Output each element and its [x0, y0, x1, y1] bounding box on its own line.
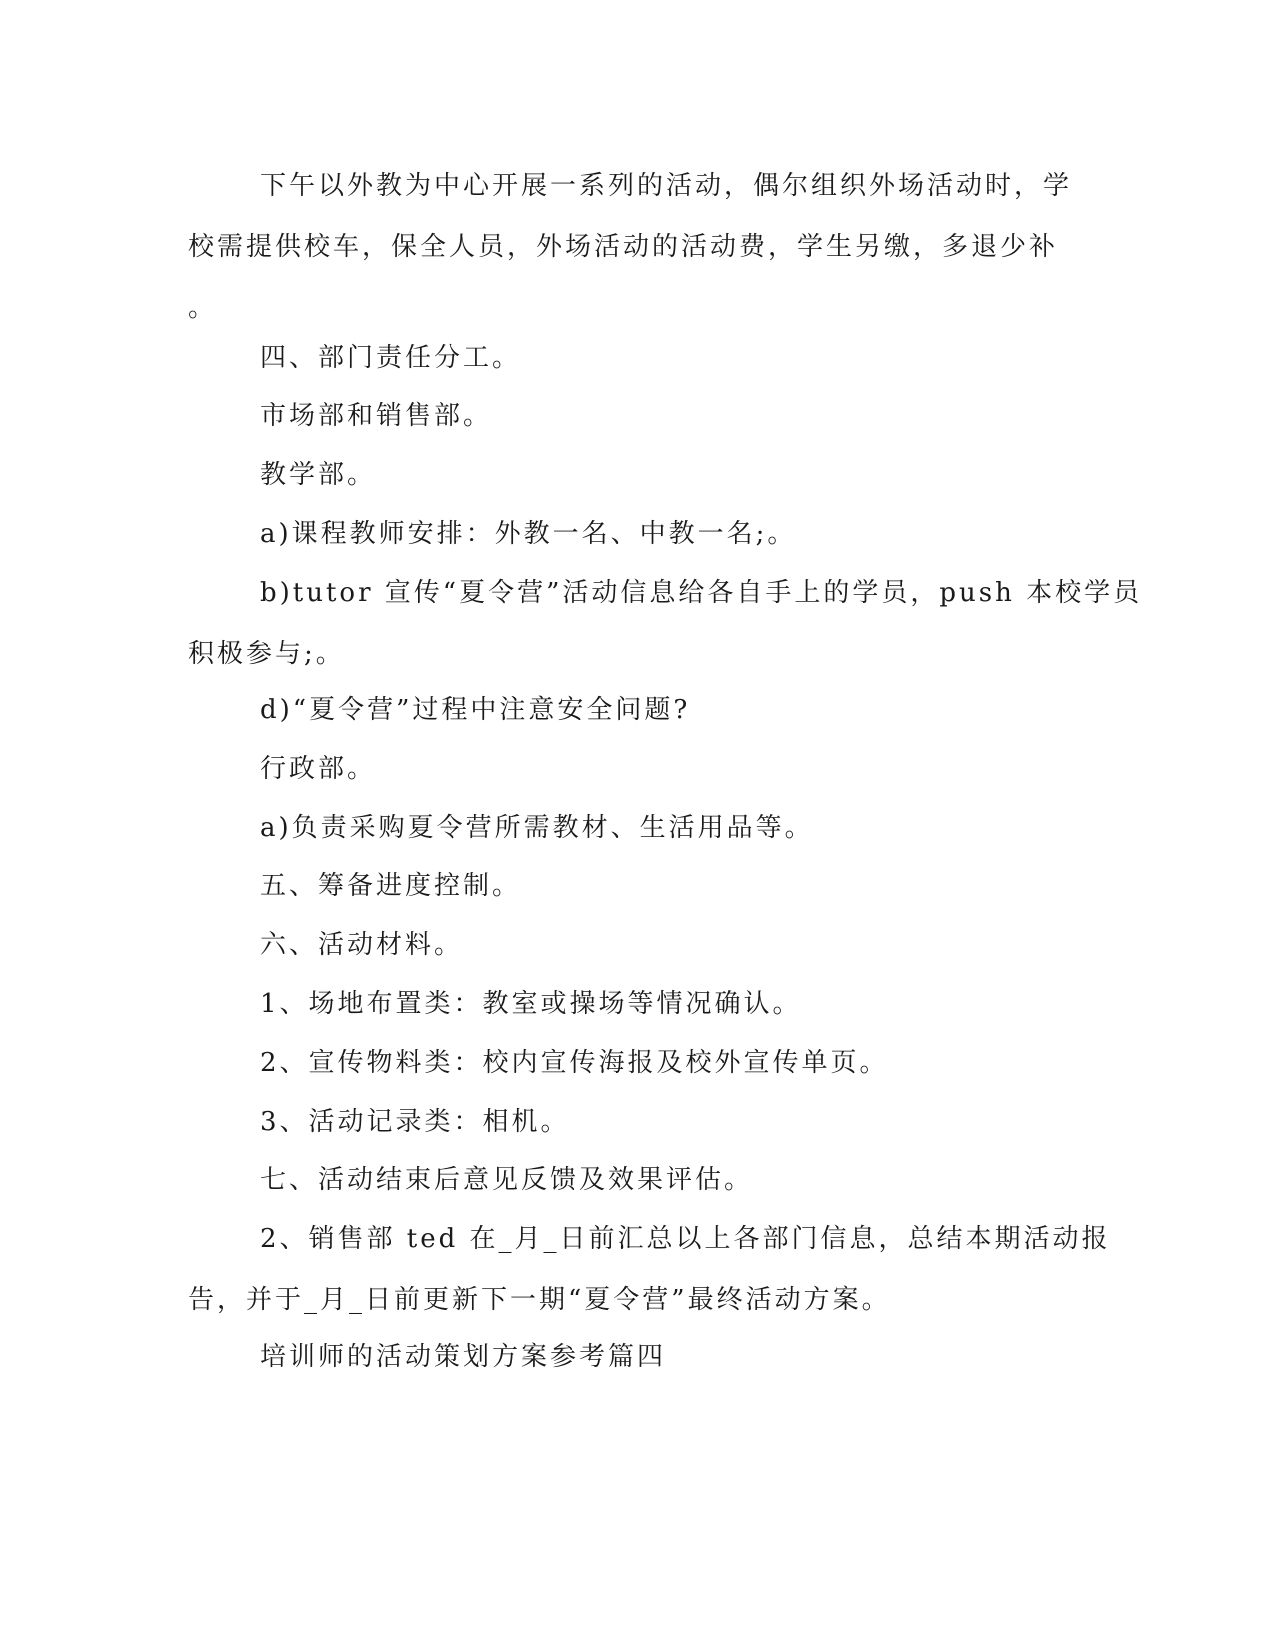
paragraph-promo-materials [188, 1033, 1078, 1094]
text-line: a)负责采购夏令营所需教材、生活用品等。 [260, 813, 814, 843]
text-line: 告，并于_月_日前更新下一期“夏令营”最终活动方案。 [188, 1285, 891, 1315]
heading-section-five [188, 856, 1078, 917]
text-line: 市场部和销售部。 [260, 401, 493, 431]
text-line: 教学部。 [260, 460, 377, 490]
paragraph-admin-dept [188, 739, 1078, 800]
text-line: 五、筹备进度控制。 [260, 871, 522, 901]
text-line: 下午以外教为中心开展一系列的活动，偶尔组织外场活动时，学 [260, 171, 1073, 201]
text-line: 。 [188, 293, 218, 323]
paragraph-venue [188, 974, 1078, 1035]
text-line: 2、宣传物料类：校内宣传海报及校外宣传单页。 [260, 1048, 889, 1078]
paragraph-teacher-arrangement [188, 504, 1078, 565]
text-line: 六、活动材料。 [260, 930, 464, 960]
text-line: 1、场地布置类：教室或操场等情况确认。 [260, 989, 802, 1019]
text-line: 七、活动结束后意见反馈及效果评估。 [260, 1165, 754, 1195]
heading-section-seven [188, 1150, 1078, 1211]
text-line: 3、活动记录类：相机。 [260, 1107, 570, 1137]
text-line: a)课程教师安排：外教一名、中教一名;。 [260, 519, 797, 549]
heading-article-four [188, 1327, 1078, 1388]
paragraph-tutor-promotion [188, 563, 1143, 685]
text-line: 培训师的活动策划方案参考篇四 [260, 1342, 667, 1372]
heading-section-four [188, 328, 1078, 389]
paragraph-activities-afternoon [188, 156, 1078, 339]
text-line: 行政部。 [260, 754, 377, 784]
paragraph-procurement [188, 798, 1078, 859]
text-line: d)“夏令营”过程中注意安全问题? [260, 695, 691, 725]
paragraph-teaching-dept [188, 445, 1078, 506]
text-line: 积极参与;。 [188, 639, 345, 669]
paragraph-marketing-sales [188, 386, 1078, 447]
text-line: 2、销售部 ted 在_月_日前汇总以上各部门信息，总结本期活动报 [260, 1224, 1111, 1254]
heading-section-six [188, 915, 1078, 976]
paragraph-recording [188, 1092, 1078, 1153]
text-line: 校需提供校车，保全人员，外场活动的活动费，学生另缴，多退少补 [188, 232, 1059, 262]
text-line: 四、部门责任分工。 [260, 343, 522, 373]
text-line: b)tutor 宣传“夏令营”活动信息给各自手上的学员，push 本校学员 [260, 578, 1143, 608]
paragraph-sales-summary [188, 1209, 1111, 1331]
paragraph-safety [188, 680, 1078, 741]
